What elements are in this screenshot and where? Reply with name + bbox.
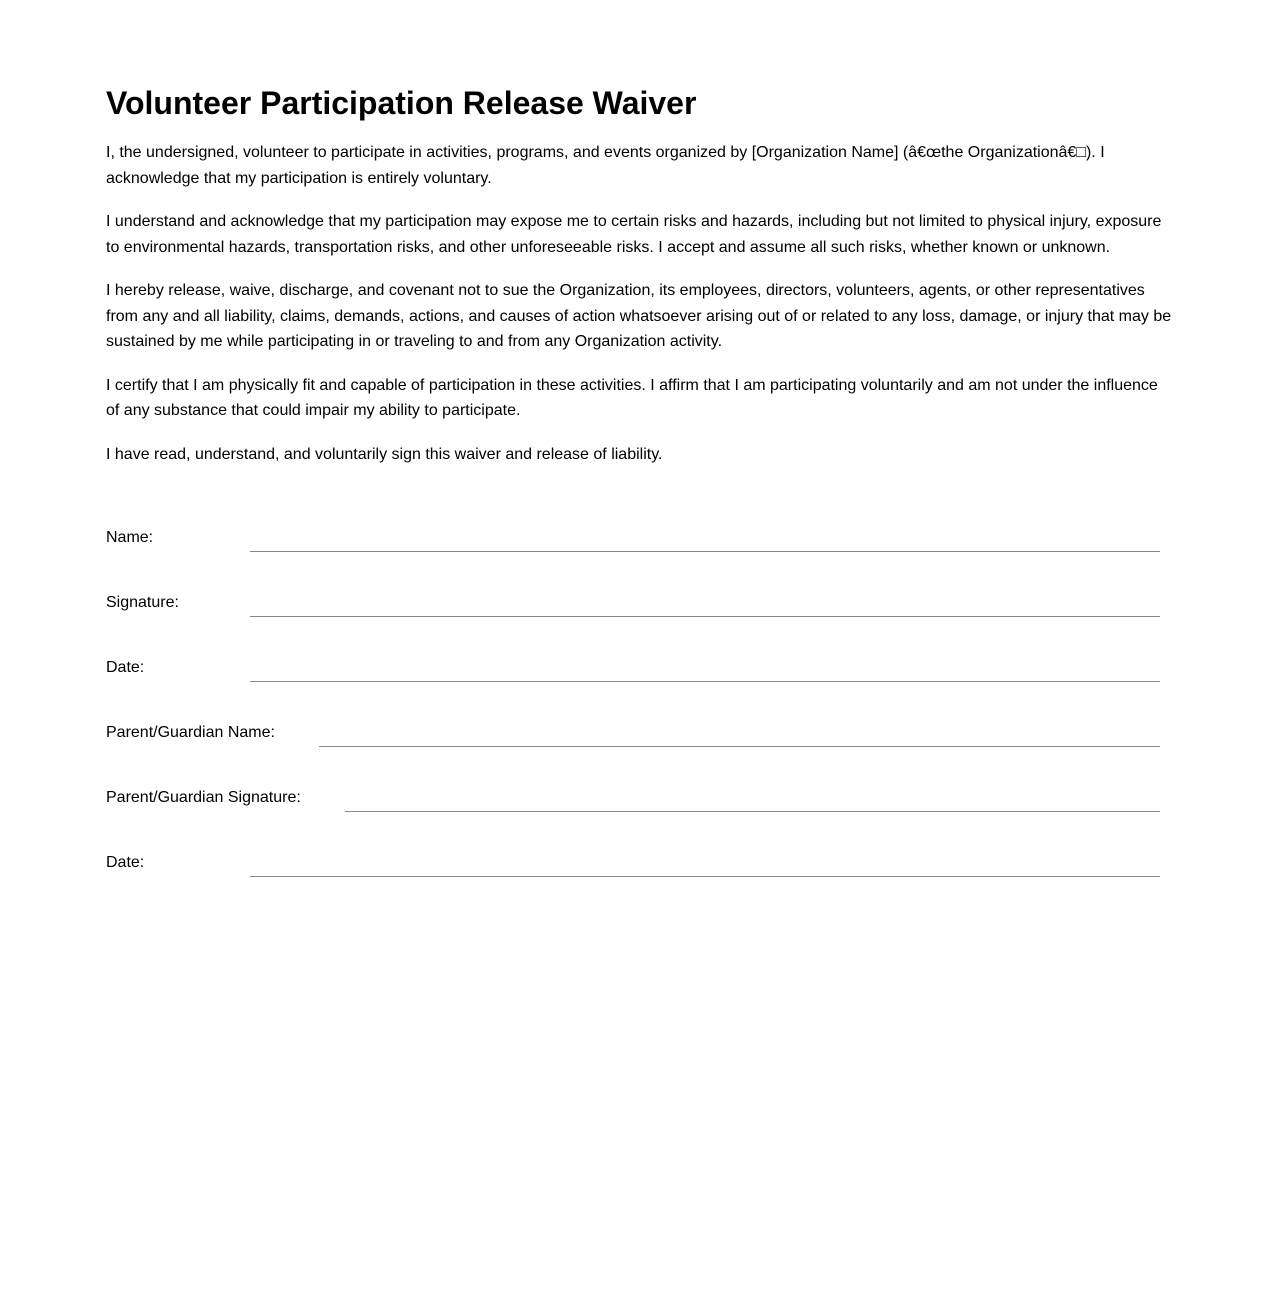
paragraph-participation: I, the undersigned, volunteer to participate in activities, programs, and events organized by [Organization Name] (â€œthe Organizationâ€□). I acknowledge that my participation is entirely voluntary. [106,144,1105,187]
signature-label: Signature: [106,594,179,611]
guardian-signature-field[interactable] [345,810,1160,812]
signature-row-date [106,616,1160,681]
signature-section [106,511,1160,876]
paragraph-fitness: I certify that I am physically fit and capable of participation in these activities. I affirm that I am participating voluntarily and am not under the influence of any substance that could impair my ability to participate. [106,376,1158,419]
guardian-name-label: Parent/Guardian Name: [106,724,275,741]
guardian-date-field[interactable] [250,875,1160,877]
date-field[interactable] [250,680,1160,682]
name-label: Name: [106,529,154,546]
paragraph-release: I hereby release, waive, discharge, and covenant not to sue the Organization, its employees, directors, volunteers, agents, or other representatives from any and all liability, claims, demands, actions, and causes of action whatsoever arising out of or related to any loss, damage, or injury that may be sustained by me while participating in or traveling to and from any Organization activity. [106,282,1172,350]
guardian-signature-label: Parent/Guardian Signature: [106,789,301,806]
guardian-date-label: Date: [106,854,145,871]
signature-row-guardian-name [106,681,1160,746]
signature-row-guardian-date [106,811,1160,876]
name-field[interactable] [250,550,1160,552]
signature-row-name [106,511,1160,551]
paragraph-risks: I understand and acknowledge that my participation may expose me to certain risks and hazards, including but not limited to physical injury, exposure to environmental hazards, transportation risks, and other unforeseeable risks. I accept and assume all such risks, whether known or unknown. [106,213,1162,256]
date-label: Date: [106,659,145,676]
signature-field[interactable] [250,615,1160,617]
signature-row-signature [106,551,1160,616]
waiver-document [106,80,1174,876]
signature-row-guardian-signature [106,746,1160,811]
guardian-name-field[interactable] [319,745,1160,747]
paragraph-acknowledgement: I have read, understand, and voluntarily sign this waiver and release of liability. [106,445,663,463]
page-title: Volunteer Participation Release Waiver [106,85,697,121]
